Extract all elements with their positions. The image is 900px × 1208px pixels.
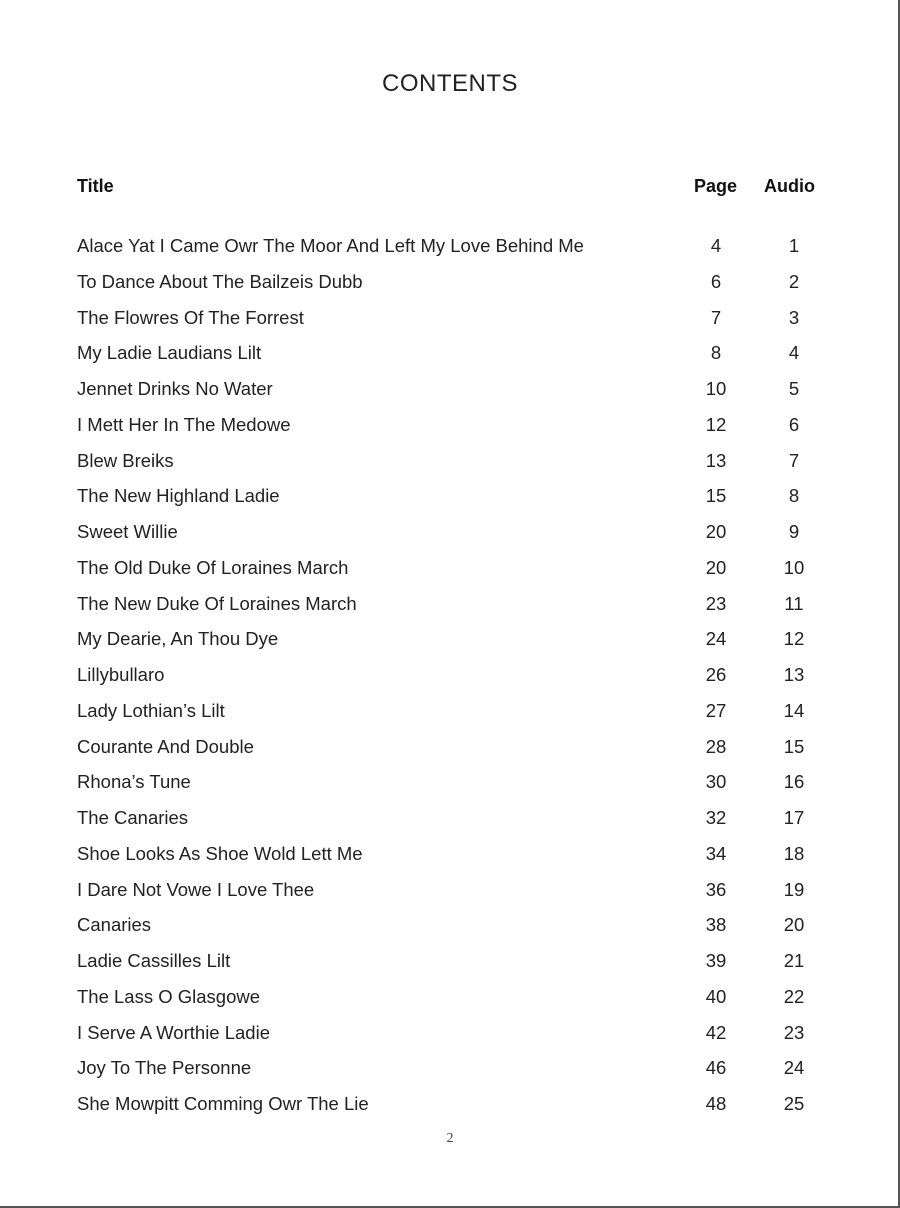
entry-title: The New Highland Ladie [77, 485, 280, 507]
entry-audio: 22 [783, 985, 805, 1007]
entry-page: 26 [705, 664, 727, 685]
entry-audio: 20 [783, 914, 805, 936]
entry-page: 28 [705, 735, 727, 757]
entry-page: 36 [705, 878, 727, 900]
list-item [0, 979, 900, 1015]
list-item [0, 657, 900, 693]
entry-audio: 9 [788, 521, 800, 542]
entry-page: 4 [710, 235, 722, 256]
entry-page: 15 [705, 485, 727, 507]
entry-audio: 15 [783, 735, 805, 757]
list-item [0, 514, 900, 550]
list-item [0, 300, 900, 336]
entry-page: 8 [710, 342, 722, 364]
entry-page: 20 [705, 556, 727, 578]
list-item [0, 1050, 900, 1086]
entry-audio: 13 [783, 664, 805, 685]
entry-audio: 5 [788, 378, 800, 399]
entry-title: She Mowpitt Comming Owr The Lie [77, 1093, 369, 1114]
list-item [0, 371, 900, 407]
entry-title: Joy To The Personne [77, 1057, 252, 1079]
list-item [0, 550, 900, 586]
entry-page: 39 [705, 950, 727, 971]
entry-title: Rhona’s Tune [77, 771, 191, 793]
entry-page: 32 [705, 807, 727, 828]
entry-page: 40 [705, 985, 727, 1007]
entry-audio: 12 [783, 628, 805, 650]
entry-title: My Ladie Laudians Lilt [77, 342, 262, 364]
entry-page: 24 [705, 628, 727, 650]
list-item [0, 800, 900, 836]
entry-title: Shoe Looks As Shoe Wold Lett Me [77, 842, 363, 864]
entry-page: 27 [705, 699, 727, 721]
entry-audio: 24 [783, 1057, 805, 1079]
list-item [0, 443, 900, 479]
entry-page: 12 [705, 413, 727, 435]
entry-title: The Canaries [77, 807, 189, 828]
entry-title: Canaries [77, 914, 152, 936]
entry-title: My Dearie, An Thou Dye [77, 628, 279, 650]
list-item [0, 836, 900, 872]
list-item [0, 872, 900, 908]
entry-title: Sweet Willie [77, 521, 178, 542]
entry-title: The Lass O Glasgowe [77, 985, 261, 1007]
entry-page: 38 [705, 914, 727, 936]
entry-title: To Dance About The Bailzeis Dubb [77, 270, 363, 292]
entry-audio: 3 [788, 306, 800, 328]
entry-title: I Dare Not Vowe I Love Thee [77, 878, 315, 900]
list-item [0, 335, 900, 371]
entry-title: I Mett Her In The Medowe [77, 413, 291, 435]
entry-audio: 18 [783, 842, 805, 864]
list-item [0, 621, 900, 657]
entry-audio: 6 [788, 413, 800, 435]
entry-title: The New Duke Of Loraines March [77, 592, 357, 614]
entry-audio: 4 [788, 342, 800, 364]
entry-audio: 19 [783, 878, 805, 900]
page-title: CONTENTS [382, 70, 518, 97]
entry-page: 10 [705, 378, 727, 399]
entry-audio: 16 [783, 771, 805, 793]
entry-page: 30 [705, 771, 727, 793]
entry-title: Jennet Drinks No Water [77, 378, 273, 399]
entry-title: The Old Duke Of Loraines March [77, 556, 349, 578]
list-item [0, 943, 900, 979]
list-item [0, 729, 900, 765]
entry-title: Alace Yat I Came Owr The Moor And Left My Love Behind Me [77, 235, 584, 256]
list-item [0, 586, 900, 622]
column-header-audio: Audio [764, 176, 815, 196]
entry-audio: 17 [783, 807, 805, 828]
entry-page: 42 [705, 1021, 727, 1043]
entry-audio: 25 [783, 1093, 805, 1114]
entry-audio: 21 [783, 950, 805, 971]
list-item [0, 478, 900, 514]
entry-page: 23 [705, 592, 727, 614]
entry-page: 34 [705, 842, 727, 864]
entry-title: Ladie Cassilles Lilt [77, 950, 231, 971]
list-item [0, 1086, 900, 1122]
entry-audio: 1 [788, 235, 800, 256]
entry-page: 46 [705, 1057, 727, 1079]
entry-audio: 23 [783, 1021, 805, 1043]
entry-title: Lillybullaro [77, 664, 165, 685]
column-header-title: Title [77, 176, 114, 196]
list-item [0, 264, 900, 300]
entry-audio: 8 [788, 485, 800, 507]
entry-page: 7 [710, 306, 722, 328]
page-number: 2 [446, 1131, 454, 1146]
entry-page: 20 [705, 521, 727, 542]
entry-title: Blew Breiks [77, 449, 174, 471]
list-item [0, 228, 900, 264]
entry-page: 13 [705, 449, 727, 471]
contents-list [0, 228, 900, 1122]
entry-audio: 2 [788, 270, 800, 292]
entry-title: I Serve A Worthie Ladie [77, 1021, 270, 1043]
entry-audio: 10 [783, 556, 805, 578]
list-item [0, 693, 900, 729]
entry-audio: 14 [783, 699, 805, 721]
list-item [0, 907, 900, 943]
entry-audio: 11 [784, 592, 804, 614]
list-item [0, 407, 900, 443]
entry-title: The Flowres Of The Forrest [77, 306, 304, 328]
entry-title: Courante And Double [77, 735, 254, 757]
list-item [0, 1015, 900, 1051]
list-item [0, 764, 900, 800]
column-header-page: Page [694, 176, 738, 196]
entry-page: 6 [710, 270, 722, 292]
entry-page: 48 [705, 1093, 727, 1114]
entry-title: Lady Lothian’s Lilt [77, 699, 225, 721]
entry-audio: 7 [788, 449, 800, 471]
